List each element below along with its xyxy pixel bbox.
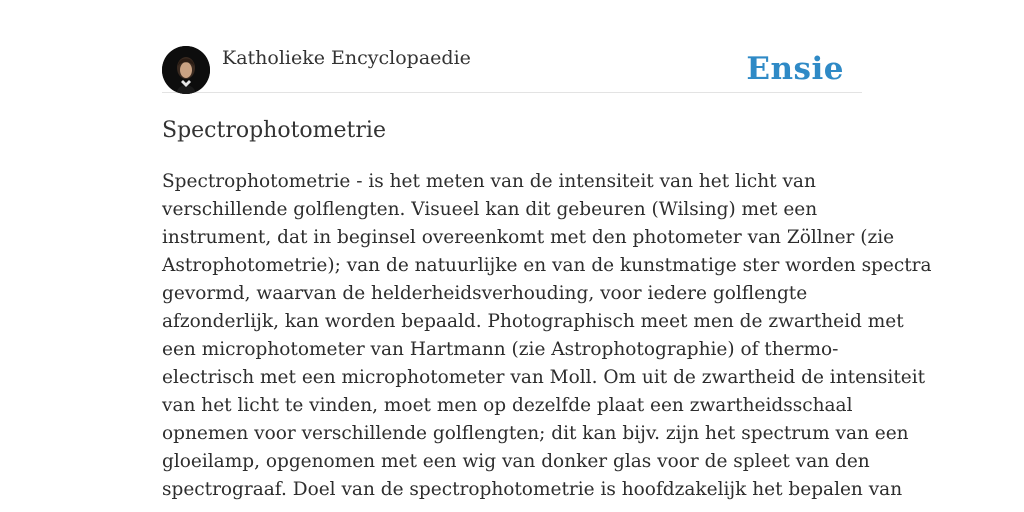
page-title: Spectrophotometrie bbox=[162, 118, 386, 143]
article-line: van het licht te vinden, moet men op dezelfde plaat een zwartheidsschaal bbox=[162, 395, 853, 416]
article-line: afzonderlijk, kan worden bepaald. Photographisch meet men de zwartheid met bbox=[162, 311, 904, 332]
article-line: opnemen voor verschillende golflengten; dit kan bijv. zijn het spectrum van een bbox=[162, 423, 909, 444]
article-line: verschillende golflengten. Visueel kan dit gebeuren (Wilsing) met een bbox=[162, 199, 818, 220]
article-line: spectrograaf. Doel van de spectrophotometrie is hoofdzakelijk het bepalen van bbox=[162, 479, 903, 500]
article-line: Spectrophotometrie - is het meten van de intensiteit van het licht van bbox=[162, 171, 816, 192]
article-line: een microphotometer van Hartmann (zie Astrophotographie) of thermo- bbox=[162, 339, 839, 360]
article-body bbox=[162, 168, 932, 504]
article-line: gloeilamp, opgenomen met een wig van donker glas voor de spleet van den bbox=[162, 451, 870, 472]
portrait-avatar-icon[interactable] bbox=[162, 46, 210, 94]
header bbox=[162, 46, 862, 93]
article-line: gevormd, waarvan de helderheidsverhouding, voor iedere golflengte bbox=[162, 283, 808, 304]
source-name[interactable]: Katholieke Encyclopaedie bbox=[222, 47, 471, 69]
article-line: electrisch met een microphotometer van Moll. Om uit de zwartheid de intensiteit bbox=[162, 367, 926, 388]
article-line: instrument, dat in beginsel overeenkomt met den photometer van Zöllner (zie bbox=[162, 227, 895, 248]
brand-logo[interactable]: Ensie bbox=[746, 51, 844, 87]
article-line: Astrophotometrie); van de natuurlijke en van de kunstmatige ster worden spectra bbox=[162, 255, 932, 276]
